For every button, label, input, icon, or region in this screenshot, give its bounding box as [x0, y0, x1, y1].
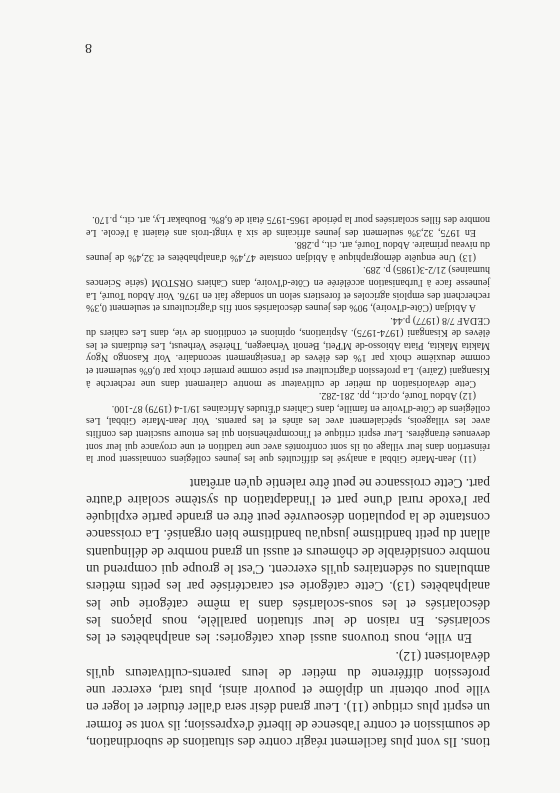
footnote: (11) Jean-Marie Gibbal a analysé les difficultés que les jeunes collégiens connaissent pour la réinsertion dans leur village où ils sont confrontés avec une tradition et une croyance qui leur sont devenues étrangères. Leur esprit critique et l'incompréhension qui les entoure suscitent des conflits avec les villageois, spécialement avec les aînés et les parents. Voir Jean-Marie Gibbal, Les collégiens de Côte-d'Ivoire en famille, dans Cahiers d'Études Africaines 19/1-4 (1979) 87-100.	[86, 402, 490, 465]
text-block	[86, 212, 490, 751]
footnote: En 1975, 32,3% seulement des jeunes africains de six à vingt-trois ans étaient à l'école. Le nombre des filles scolarisées pour la période 1965-1975 était de 6,8%. Boubakar Ly, art. cit., p.170.	[86, 213, 490, 238]
body-paragraph: tions. Ils vont plus facilement réagir contre des situations de subordination, de soumission et contre l'absence de liberté d'expression; ils vont se former un esprit plus critique (11). Leur grand désir sera d'aller étudier et loger en ville pour obtenir un diplôme et pouvoir ainsi, plus tard, exercer une profession différente du métier de leurs parents-cultivateurs qu'ils dévalorisent (12).	[86, 648, 490, 750]
footnote: Cette dévalorisation du métier de cultivateur se montre clairement dans une recherche à Kisangani (Zaïre). La profession d'agriculteur est prise comme premier choix par 0,6% seulement et comme deuxième choix par 1% des élèves de l'enseignement secondaire. Voir Kasongo Ngoy Makita Makita, Piata Abiosso-de M'Peti, Benoît Verhaegen, Thérèse Verheust, Les étudiants et les élèves de Kisangani (1974-1975). Aspirations, opinions et conditions de vie, dans Les cahiers du CEDAF 7/8 (1977) p.44.	[86, 314, 490, 389]
footnotes	[86, 212, 490, 464]
footnote: (13) Une enquête démographique à Abidjan constate 47,4% d'analphabètes et 32,4% de jeunes du niveau primaire. Abdou Touré, art. cit., p.288.	[86, 239, 490, 263]
footnote: A Abidjan (Côte-d'Ivoire), 90% des jeunes déscolarisés sont fils d'agriculteurs et seulement 0,3% recherchent des emplois agricoles et forestiers selon un sondage fait en 1976. Voir Abdou Touré, La jeunesse face à l'urbanisation accélérée en Côte-d'Ivoire, dans Cahiers ORSTOM (série Sciences humaines) 21/2-3(1985) p. 289.	[86, 264, 490, 314]
page-number: 8	[85, 40, 92, 55]
footnote: (12) Abdou Touré, op.cit., pp. 281-282.	[318, 390, 476, 402]
body-paragraph: En ville, nous trouvons aussi deux catégories: les analphabètes et les scolarisés. En raison de leur situation parallèle, nous plaçons les déscolarisés et les sous-scolarisés dans la même catégorie que les analphabètes (13). Cette catégorie est caractérisée par les petits métiers ambulants ou sédentaires qu'ils exercent. C'est le groupe qui comprend un nombre considérable de chômeurs et aussi un grand nombre de délinquants allant du petit banditisme jusqu'au banditisme bien organisé. La croissance constante de la population désoeuvrée peut être en grande partie expliquée par l'exode rural d'une part et l'inadaptation du système scolaire d'autre part. Cette croissance ne peut être ralentie qu'en arrêtant	[86, 475, 490, 647]
